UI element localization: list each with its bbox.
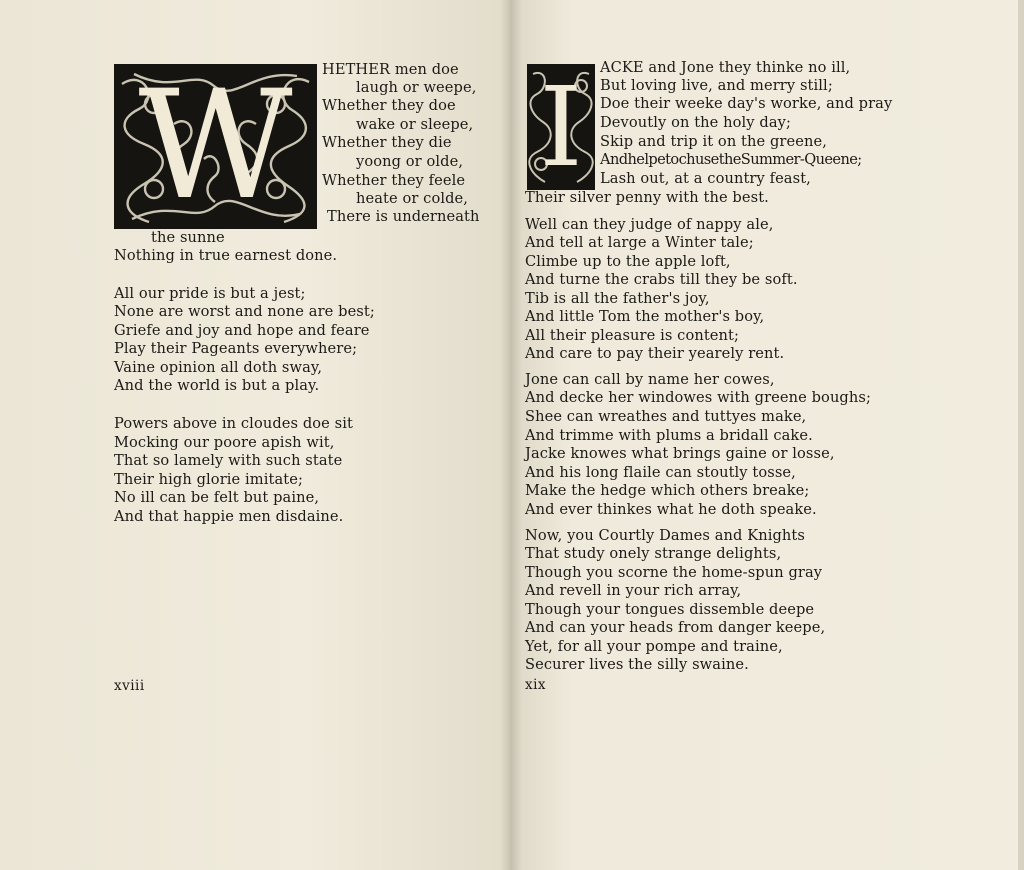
left-dropcap-ornament xyxy=(114,59,317,233)
right-stanza3-line-3: Shee can wreathes and tuttyes make, xyxy=(525,408,807,425)
left-after-initial-line-2: Nothing in true earnest done. xyxy=(114,247,338,264)
left-initial-line-3: Whether they doe xyxy=(322,97,456,114)
left-stanza2-line-4: Play their Pageants everywhere; xyxy=(114,340,358,357)
right-initial-line-3: Doe their weeke day's worke, and pray xyxy=(600,95,893,112)
left-initial-line-5: Whether they die xyxy=(322,134,452,151)
right-stanza2-line-4: And turne the crabs till they be soft. xyxy=(525,271,798,288)
right-stanza2-line-5: Tib is all the father's joy, xyxy=(525,290,710,307)
left-initial-line-6: yoong or olde, xyxy=(356,153,464,170)
right-stanza2-line-6: And little Tom the mother's boy, xyxy=(525,308,765,325)
left-page-number: xviii xyxy=(114,678,145,694)
right-stanza4-line-2: That study onely strange delights, xyxy=(525,545,782,562)
right-stanza3-line-5: Jacke knowes what brings gaine or losse, xyxy=(525,445,835,462)
left-initial-line-7: Whether they feele xyxy=(322,172,466,189)
right-initial-line-2: But loving live, and merry still; xyxy=(600,77,833,94)
right-after-initial-line-1: Their silver penny with the best. xyxy=(525,189,769,206)
right-stanza4-line-1: Now, you Courtly Dames and Knights xyxy=(525,527,805,544)
page-edge xyxy=(1018,0,1024,870)
left-after-initial-line-1: the sunne xyxy=(151,229,225,246)
right-initial-line-7: Lash out, at a country feast, xyxy=(600,170,811,187)
left-stanza2-line-6: And the world is but a play. xyxy=(114,377,320,394)
left-initial-line-8: heate or colde, xyxy=(356,190,469,207)
right-stanza2-line-2: And tell at large a Winter tale; xyxy=(525,234,754,251)
right-stanza4-line-6: And can your heads from danger keepe, xyxy=(525,619,826,636)
left-stanza2-line-5: Vaine opinion all doth sway, xyxy=(114,359,323,376)
book-gutter xyxy=(500,0,522,870)
right-dropcap-letter: I xyxy=(539,63,583,191)
right-stanza3-line-1: Jone can call by name her cowes, xyxy=(525,371,775,388)
right-initial-line-6: AndhelpetochusetheSummer-Queene; xyxy=(600,151,862,168)
right-stanza4-line-8: Securer lives the silly swaine. xyxy=(525,656,749,673)
left-initial-line-4: wake or sleepe, xyxy=(356,116,474,133)
left-stanza3-line-3: That so lamely with such state xyxy=(114,452,343,469)
left-stanza3-line-4: Their high glorie imitate; xyxy=(114,471,303,488)
right-initial-line-4: Devoutly on the holy day; xyxy=(600,114,791,131)
right-stanza2-line-7: All their pleasure is content; xyxy=(525,327,740,344)
right-stanza4-line-5: Though your tongues dissemble deepe xyxy=(525,601,815,618)
left-stanza2-line-2: None are worst and none are best; xyxy=(114,303,375,320)
left-initial-line-1: HETHER men doe xyxy=(322,61,459,78)
right-stanza3-line-4: And trimme with plums a bridall cake. xyxy=(525,427,813,444)
right-stanza3-line-2: And decke her windowes with greene boughs; xyxy=(525,389,871,406)
right-stanza3-line-7: Make the hedge which others breake; xyxy=(525,482,810,499)
right-stanza3-line-8: And ever thinkes what he doth speake. xyxy=(525,501,817,518)
right-initial-line-1: ACKE and Jone they thinke no ill, xyxy=(600,59,851,76)
right-stanza3-line-6: And his long flaile can stoutly tosse, xyxy=(525,464,796,481)
right-stanza2-line-8: And care to pay their yearely rent. xyxy=(525,345,785,362)
right-initial-line-5: Skip and trip it on the greene, xyxy=(600,133,827,150)
left-stanza3-line-1: Powers above in cloudes doe sit xyxy=(114,415,353,432)
left-stanza3-line-5: No ill can be felt but paine, xyxy=(114,489,320,506)
left-stanza3-line-2: Mocking our poore apish wit, xyxy=(114,434,335,451)
left-stanza2-line-3: Griefe and joy and hope and feare xyxy=(114,322,370,339)
left-initial-line-2: laugh or weepe, xyxy=(356,79,477,96)
right-stanza4-line-7: Yet, for all your pompe and traine, xyxy=(525,638,783,655)
left-stanza3-line-6: And that happie men disdaine. xyxy=(114,508,344,525)
right-stanza2-line-1: Well can they judge of nappy ale, xyxy=(525,216,774,233)
left-dropcap-letter: W xyxy=(138,59,293,233)
right-dropcap-ornament xyxy=(527,64,595,190)
left-initial-line-9: There is underneath xyxy=(327,208,480,225)
right-page-number: xix xyxy=(525,677,547,693)
right-stanza4-line-3: Though you scorne the home-spun gray xyxy=(525,564,823,581)
right-stanza4-line-4: And revell in your rich array, xyxy=(525,582,742,599)
left-stanza2-line-1: All our pride is but a jest; xyxy=(114,285,306,302)
right-stanza2-line-3: Climbe up to the apple loft, xyxy=(525,253,731,270)
